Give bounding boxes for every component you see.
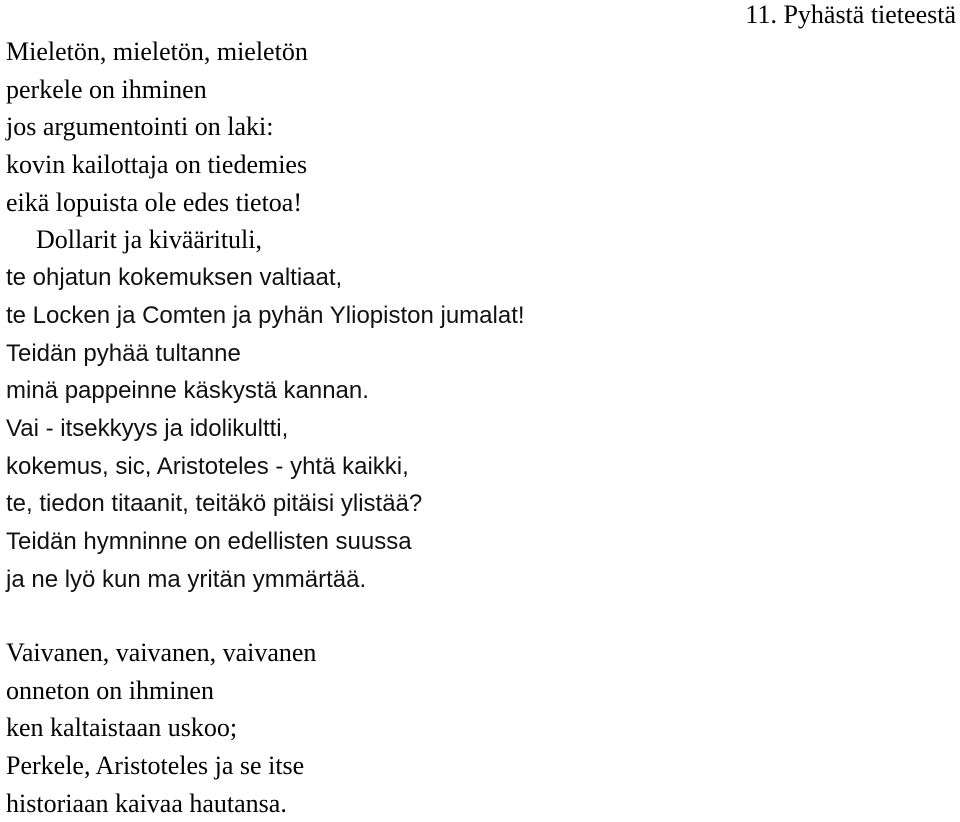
poem-line: Mieletön, mieletön, mieletön	[6, 37, 308, 66]
poem-line: Teidän pyhää tultanne	[6, 339, 241, 367]
poem-line: te ohjatun kokemuksen valtiaat,	[6, 264, 343, 292]
poem-line: eikä lopuista ole edes tietoa!	[6, 187, 303, 217]
section-title: 11. Pyhästä tieteestä	[745, 0, 956, 29]
poem-line: Dollarit ja kiväärituli,	[36, 225, 262, 255]
poem-line: historiaan kaivaa hautansa.	[6, 788, 287, 818]
poem-stanza-2	[6, 634, 316, 822]
poem-line: perkele on ihminen	[6, 74, 207, 104]
poem-line: Teidän hymninne on edellisten suussa	[6, 527, 412, 555]
poem-line: kokemus, sic, Aristoteles - yhtä kaikki,	[6, 452, 409, 480]
poem-line: minä pappeinne käskystä kannan.	[6, 377, 369, 405]
poem-line: te Locken ja Comten ja pyhän Yliopiston jumalat!	[6, 301, 525, 329]
poem-line: Vaivanen, vaivanen, vaivanen	[6, 638, 317, 667]
poem-line: ja ne lyö kun ma yritän ymmärtää.	[6, 565, 367, 593]
poem-line: te, tiedon titaanit, teitäkö pitäisi ylistää?	[6, 490, 423, 518]
poem-line: ken kaltaistaan uskoo;	[6, 713, 238, 743]
poem-line: kovin kailottaja on tiedemies	[6, 150, 308, 180]
poem-line: Vai - itsekkyys ja idolikultti,	[6, 414, 289, 442]
poem-line: jos argumentointi on laki:	[6, 112, 274, 142]
poem-line: onneton on ihminen	[6, 675, 214, 705]
poem-line: Perkele, Aristoteles ja se itse	[6, 751, 305, 781]
poem-stanza-1	[6, 33, 525, 598]
